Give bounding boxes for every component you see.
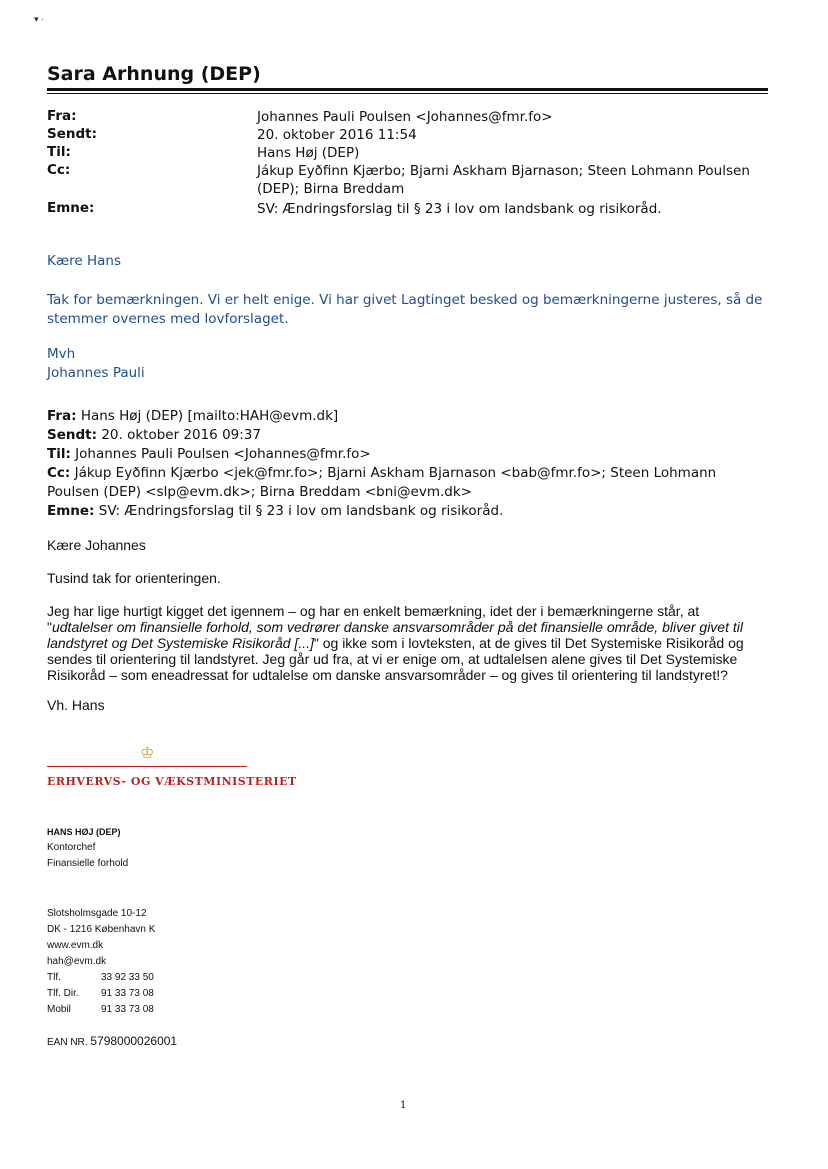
- fwd-to-label: Til:: [47, 446, 71, 462]
- phone-label: Mobil: [47, 1004, 71, 1015]
- signature-block: [47, 824, 128, 872]
- cc-label: Cc:: [47, 162, 71, 178]
- fwd-cc-value: Jákup Eyðfinn Kjærbo <jek@fmr.fo>; Bjarni Askham Bjarnason <bab@fmr.fo>; Steen Lohmann Poulsen (DEP) <slp@evm.dk>; Birna Breddam <bni@evm.dk>: [47, 465, 717, 500]
- fwd-to: [47, 445, 787, 464]
- ministry-logo-text: ERHVERVS- OG VÆKSTMINISTERIET: [47, 775, 297, 788]
- ean-value: 5798000026001: [90, 1034, 178, 1048]
- fwd-from: [47, 407, 787, 426]
- page-number: 1: [400, 1100, 407, 1111]
- fwd-subject: [47, 502, 787, 521]
- sig-name: HANS HØJ (DEP): [47, 827, 121, 837]
- phone-row: [47, 1002, 155, 1018]
- reply-body: Tak for bemærkningen. Vi er helt enige. Vi har givet Lagtinget besked og bemærkningerne justeres, så de stemmer overnes med lovforslaget.: [47, 292, 763, 327]
- sig-email: hah@evm.dk: [47, 956, 107, 967]
- subject-value: SV: Ændringsforslag til § 23 i lov om landsbank og risikoråd.: [257, 201, 662, 217]
- sent-label: Sendt:: [47, 126, 98, 142]
- sig-department: Finansielle forhold: [47, 858, 129, 869]
- fwd-sent-value: 20. oktober 2016 09:37: [101, 427, 261, 443]
- from-value: Johannes Pauli Poulsen <Johannes@fmr.fo>: [257, 109, 553, 125]
- fwd-from-label: Fra:: [47, 408, 77, 424]
- address-block: [47, 906, 155, 1018]
- mailbox-owner-title: Sara Arhnung (DEP): [47, 63, 261, 85]
- reply-signature: Johannes Pauli: [47, 365, 145, 381]
- subject-label: Emne:: [47, 200, 95, 216]
- crown-logo-icon: ♔: [140, 745, 155, 762]
- from-label: Fra:: [47, 108, 77, 124]
- scan-marks: ▾ ·: [34, 14, 45, 24]
- fwd-subject-label: Emne:: [47, 503, 95, 519]
- reply-closing: Mvh: [47, 346, 76, 362]
- sig-city: DK - 1216 København K: [47, 924, 156, 935]
- phone-value: 91 33 73 08: [101, 1004, 154, 1015]
- sig-web: www.evm.dk: [47, 940, 104, 951]
- orig-paragraph: [47, 603, 759, 683]
- orig-p1-quote: udtalelser om finansielle forhold, som vedrører danske ansvarsområder på det finansielle område, bliver givet til landstyret og Det Systemiske Risikoråd [...]: [47, 619, 743, 651]
- sig-street: Slotsholmsgade 10-12: [47, 908, 147, 919]
- fwd-sent-label: Sendt:: [47, 427, 98, 443]
- ean-label: EAN NR.: [47, 1037, 88, 1048]
- phone-value: 33 92 33 50: [101, 972, 154, 983]
- title-rule-thin: [47, 93, 768, 94]
- to-value: Hans Høj (DEP): [257, 145, 360, 161]
- to-label: Til:: [47, 144, 71, 160]
- title-rule: [47, 88, 768, 91]
- orig-signoff: Vh. Hans: [47, 697, 105, 713]
- fwd-to-value: Johannes Pauli Poulsen <Johannes@fmr.fo>: [75, 446, 371, 462]
- phone-row: [47, 970, 155, 986]
- fwd-from-value: Hans Høj (DEP) [mailto:HAH@evm.dk]: [80, 408, 339, 424]
- fwd-cc: [47, 464, 752, 502]
- phone-value: 91 33 73 08: [101, 988, 154, 999]
- phone-row: [47, 986, 155, 1002]
- fwd-sent: [47, 426, 787, 445]
- sent-value: 20. oktober 2016 11:54: [257, 127, 417, 143]
- phone-label: Tlf.: [47, 972, 61, 983]
- reply-greeting: Kære Hans: [47, 253, 121, 269]
- fwd-subject-value: SV: Ændringsforslag til § 23 i lov om landsbank og risikoråd.: [98, 503, 504, 519]
- orig-thanks: Tusind tak for orienteringen.: [47, 570, 221, 586]
- fwd-cc-label: Cc:: [47, 465, 71, 481]
- phone-label: Tlf. Dir.: [47, 988, 79, 999]
- sig-title: Kontorchef: [47, 842, 96, 853]
- orig-p1-a: Jeg har lige hurtigt kigget det igennem – og har en enkelt bemærkning, idet der i bemærkningerne står, at ": [47, 603, 700, 635]
- orig-p1-b: " og ikke som i lovteksten, at de gives til Det Systemiske Risikoråd og sendes til orientering til landstyret. Jeg går ud fra, at vi er enige om, at udtalelsen alene gives til Det Systemiske Risikoråd – som eneadressat for udtalelse om danske ansvarsområder – og gives til orientering til landstyret!?: [47, 635, 744, 683]
- ean-block: [47, 1033, 177, 1051]
- cc-value: Jákup Eyðfinn Kjærbo; Bjarni Askham Bjarnason; Steen Lohmann Poulsen (DEP); Birna Breddam: [257, 163, 750, 197]
- logo-line: [47, 766, 247, 767]
- orig-greeting: Kære Johannes: [47, 537, 146, 553]
